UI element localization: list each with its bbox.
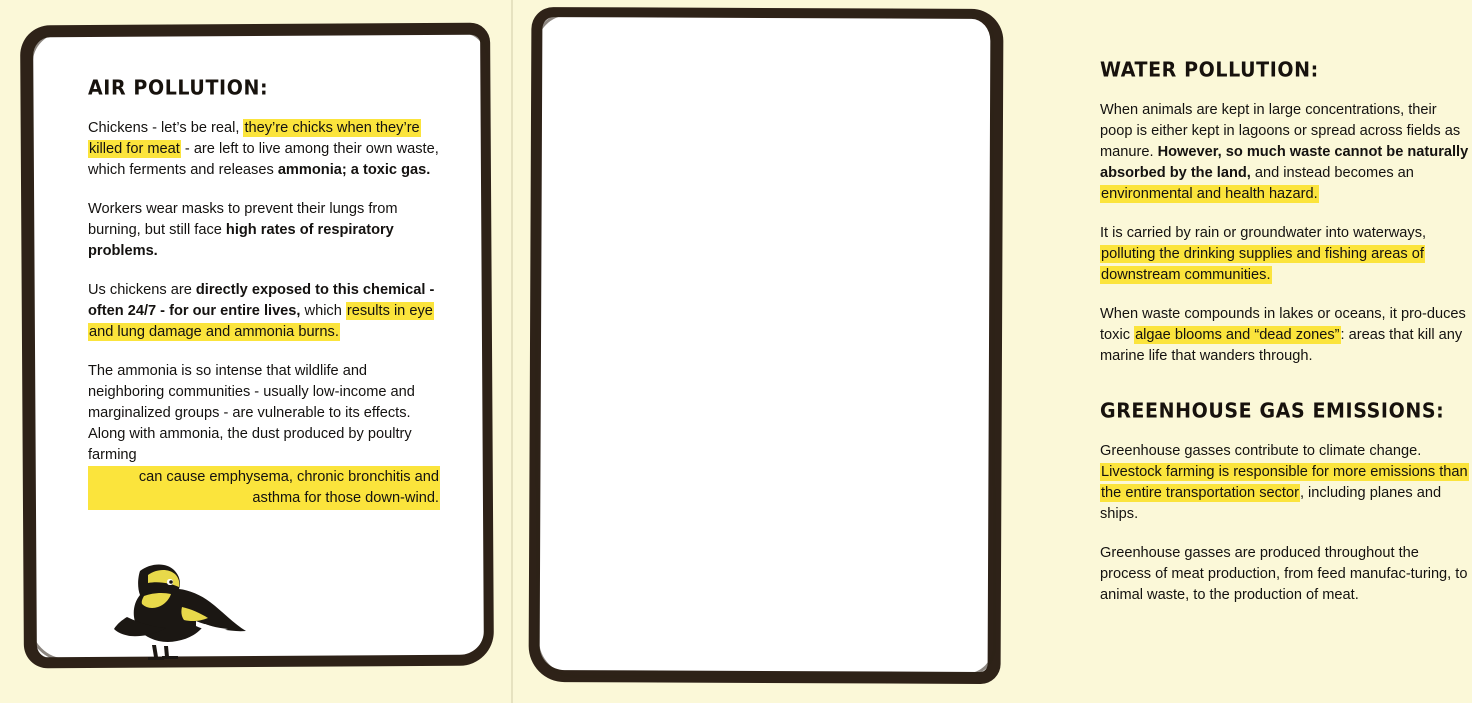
right-page xyxy=(512,0,1469,703)
paragraph xyxy=(1100,100,1472,205)
paragraph xyxy=(88,199,440,262)
left-page xyxy=(0,0,512,703)
body-text: Chickens - let’s be real, xyxy=(88,120,244,136)
air-pollution-body xyxy=(88,118,440,510)
body-text: which xyxy=(300,303,346,319)
bold-text: However, so much waste cannot be naturally absorbed by the land, xyxy=(1100,144,1469,181)
highlighted-text: they’re chicks when they’re killed for meat xyxy=(89,120,420,157)
paragraph xyxy=(1100,304,1472,367)
highlighted-text: Livestock farming is responsible for more emissions than the entire transportation sector xyxy=(1101,464,1468,501)
highlighted-text: polluting the drinking supplies and fishing areas of downstream communities. xyxy=(1101,246,1424,283)
body-text: Us chickens are xyxy=(88,282,196,298)
highlighted-text: algae blooms and “dead zones” xyxy=(1135,327,1340,343)
paragraph xyxy=(88,118,440,181)
greenhouse-gas-body xyxy=(1100,441,1472,606)
body-text: Greenhouse gasses are produced throughout the process of meat production, from feed manufac-turing, to animal waste, to the production of meat. xyxy=(1100,545,1468,603)
body-text: : areas that kill any marine life that wanders through. xyxy=(1100,327,1463,364)
body-text: When animals are kept in large concentrations, their poop is either kept in lagoons or spread across fields as manure. xyxy=(1100,102,1461,160)
songbird-illustration xyxy=(78,549,268,659)
paragraph xyxy=(1100,543,1472,606)
highlighted-text: can cause emphysema, chronic bronchitis and asthma for those down-wind. xyxy=(88,466,440,510)
right-page-ink-frame xyxy=(529,7,1004,684)
body-text: and instead becomes an xyxy=(1250,165,1414,181)
water-pollution-heading: WATER POLLUTION: xyxy=(1100,58,1319,82)
highlighted-text: environmental and health hazard. xyxy=(1101,186,1318,202)
highlighted-text: results in eye and lung damage and ammonia burns. xyxy=(89,303,433,340)
left-page-content xyxy=(88,78,440,510)
paragraph xyxy=(88,361,440,510)
greenhouse-gas-emissions-heading: GREENHOUSE GAS EMISSIONS: xyxy=(1100,399,1445,423)
body-text: Workers wear masks to prevent their lungs from burning, but still face xyxy=(88,201,398,238)
paragraph xyxy=(88,280,440,343)
body-text: It is carried by rain or groundwater into waterways, xyxy=(1100,225,1427,241)
bold-text: directly exposed to this chemical - often 24/7 - for our entire lives, xyxy=(88,282,435,319)
water-pollution-body xyxy=(1100,100,1472,367)
paragraph xyxy=(1100,223,1472,286)
body-text: - are left to live among their own waste, which ferments and releases xyxy=(88,141,439,178)
paragraph xyxy=(1100,441,1472,525)
body-text: When waste compounds in lakes or oceans, it pro-duces toxic xyxy=(1100,306,1466,343)
right-page-content xyxy=(1100,60,1472,606)
body-text: The ammonia is so intense that wildlife and neighboring communities - usually low-income and marginalized groups - are vulnerable to its effects. Along with ammonia, the dust produced by poultry farming xyxy=(88,363,415,463)
bold-text: high rates of respiratory problems. xyxy=(88,222,394,259)
air-pollution-heading: AIR POLLUTION: xyxy=(88,76,269,100)
page-gutter-divider xyxy=(511,0,513,703)
bold-text: ammonia; a toxic gas. xyxy=(277,162,431,178)
body-text: Greenhouse gasses contribute to climate change. xyxy=(1100,443,1422,459)
body-text: , including planes and ships. xyxy=(1100,485,1442,522)
